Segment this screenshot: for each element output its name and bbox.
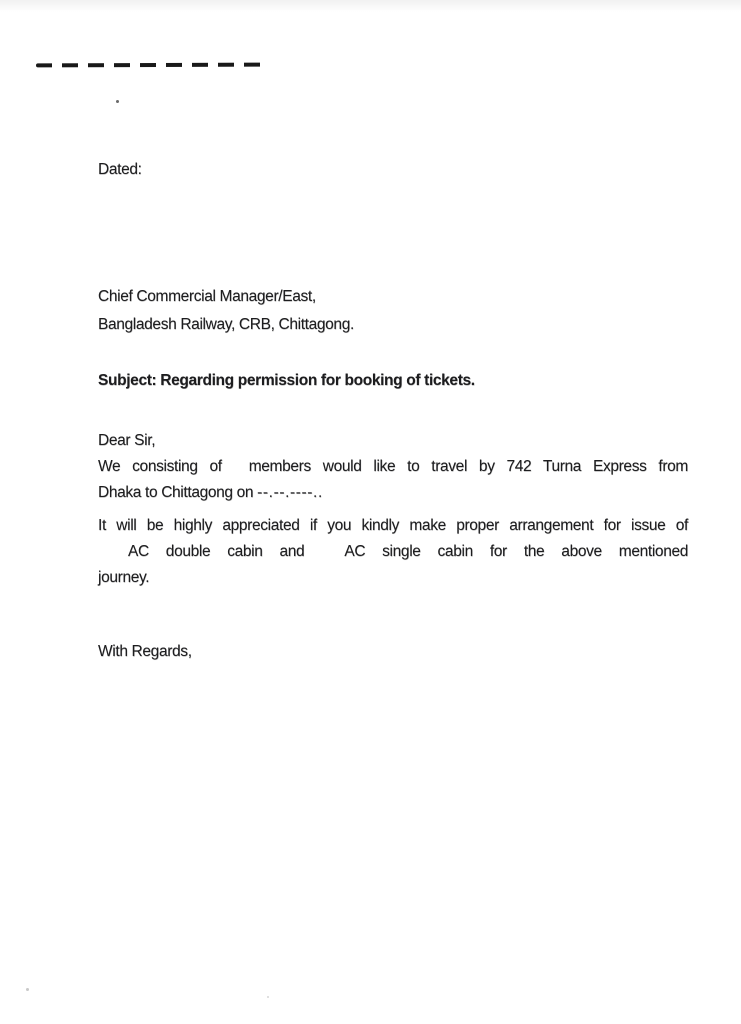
dated-label: Dated: <box>98 161 142 178</box>
recipient-line: Bangladesh Railway, CRB, Chittagong. <box>98 316 354 333</box>
cabin-count-blank <box>304 555 344 556</box>
paragraph-travel-request <box>98 454 688 506</box>
date-blank: --.--.----.. <box>257 484 323 501</box>
salutation: Dear Sir, <box>98 432 156 449</box>
paragraph-line <box>98 513 688 539</box>
text-segment: AC single cabin for the above mentioned <box>344 543 689 560</box>
text-segment: members would like to travel by 742 Turna Express from <box>248 458 688 475</box>
paragraph-line <box>98 565 688 591</box>
closing-salutation: With Regards, <box>98 643 192 660</box>
text-segment: AC double cabin and <box>128 543 305 560</box>
text-segment: journey. <box>98 569 150 586</box>
recipient-address <box>98 283 354 339</box>
paragraph-line <box>98 539 688 565</box>
recipient-line: Chief Commercial Manager/East, <box>98 288 316 305</box>
members-count-blank <box>222 470 249 471</box>
text-segment: It will be highly appreciated if you kindly make proper arrangement for issue of <box>98 517 688 534</box>
paragraph-cabin-request <box>98 513 688 591</box>
paragraph-line <box>98 454 688 480</box>
paragraph-line <box>98 480 688 506</box>
subject-line: Subject: Regarding permission for booking of tickets. <box>98 372 475 389</box>
text-segment: Dhaka to Chittagong on <box>98 484 254 501</box>
text-segment: We consisting of <box>98 458 222 475</box>
cabin-count-blank <box>98 555 128 556</box>
